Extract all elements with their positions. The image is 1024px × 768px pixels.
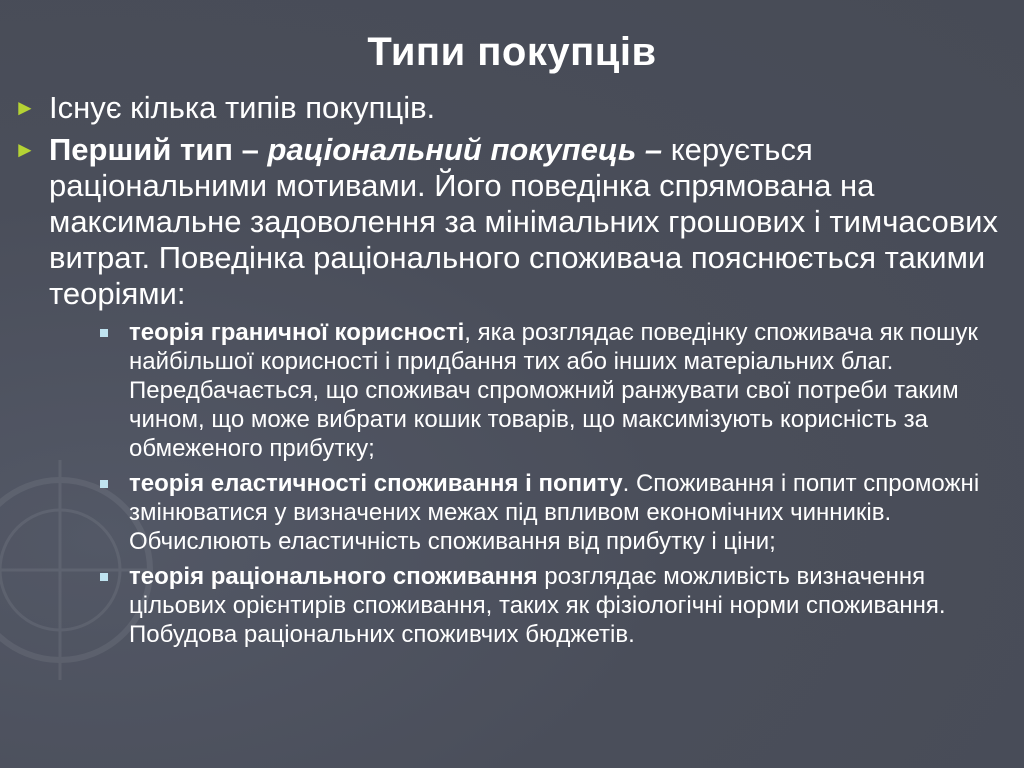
square-bullet-icon bbox=[100, 329, 108, 337]
bullet-lead-bold: Перший тип – bbox=[49, 132, 268, 167]
sub-bullet-term: теорія раціонального споживання bbox=[129, 563, 538, 590]
bullet-item bbox=[14, 132, 1014, 649]
triangle-right-icon: ► bbox=[14, 137, 36, 162]
sub-bullet-item bbox=[49, 469, 1014, 556]
slide-title: Типи покупців bbox=[367, 30, 657, 74]
bullet-item bbox=[14, 90, 1014, 126]
sub-bullet-text: . Споживання і попит спроможні змінюватися у визначених межах під впливом економічних чинників. Обчислюють еластичність споживання від прибутку і ціни; bbox=[129, 470, 980, 555]
bullet-lead-bold-italic: раціональний покупець – bbox=[267, 132, 671, 167]
triangle-right-icon: ► bbox=[14, 95, 36, 120]
sub-bullet-item bbox=[49, 318, 1014, 463]
square-bullet-icon bbox=[100, 573, 108, 581]
sub-bullet-term: теорія еластичності споживання і попиту bbox=[129, 470, 623, 497]
sub-bullet-text: , яка розглядає поведінку споживача як пошук найбільшої корисності і придбання тих або інших матеріальних благ. Передбачається, що споживач спроможний ранжувати свої потреби таким чином, що може вибрати кошик товарів, що максимізують корисність за обмеженого прибутку; bbox=[129, 319, 978, 462]
square-bullet-icon bbox=[100, 480, 108, 488]
bullet-text: Існує кілька типів покупців. bbox=[49, 90, 436, 125]
sub-bullet-item bbox=[49, 562, 1014, 649]
sub-bullet-list bbox=[49, 318, 1014, 649]
sub-bullet-text: розглядає можливість визначення цільових орієнтирів споживання, таких як фізіологічні норми споживання. Побудова раціональних споживчих бюджетів. bbox=[129, 563, 946, 648]
sub-bullet-term: теорія граничної корисності bbox=[129, 319, 465, 346]
slide-content bbox=[14, 90, 1014, 655]
bullet-text: керується раціональними мотивами. Його поведінка спрямована на максимальне задоволення за мінімальних грошових і тимчасових витрат. Поведінка раціонального споживача пояснюється такими теоріями: bbox=[49, 132, 998, 311]
